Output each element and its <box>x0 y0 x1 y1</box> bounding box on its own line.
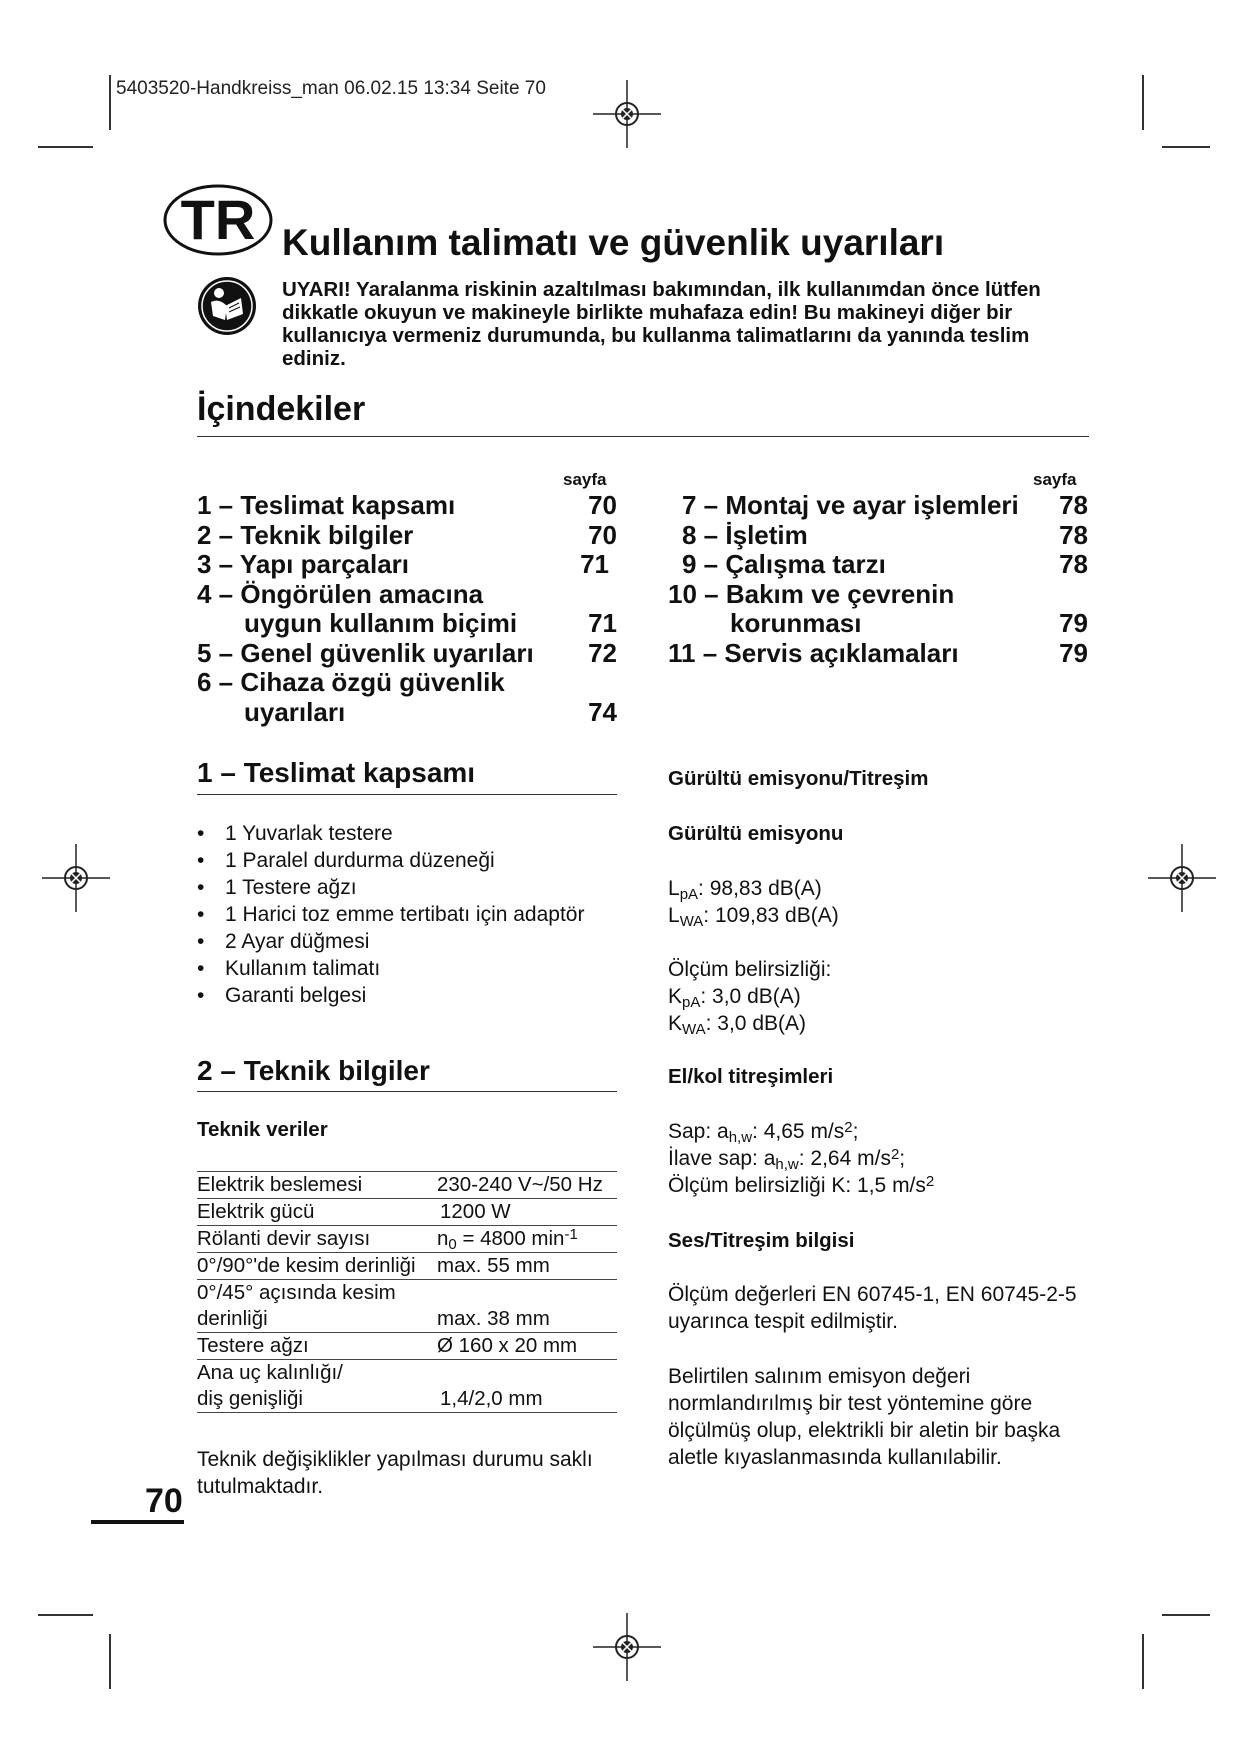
list-item: • 1 Testere ağzı <box>197 874 617 901</box>
language-badge <box>163 184 273 256</box>
toc-divider <box>197 436 1089 437</box>
info-paragraph: Ölçüm değerleri EN 60745-1, EN 60745-2-5 uyarınca tespit edilmiştir. <box>668 1283 1077 1333</box>
registration-mark-icon <box>1146 842 1218 914</box>
subsection-title: Gürültü emisyonu <box>668 822 844 845</box>
toc-entry-cont[interactable]: uyarıları 74 <box>244 696 617 727</box>
subsection-title: El/kol titreşimleri <box>668 1065 834 1088</box>
list-item: • 1 Paralel durdurma düzeneği <box>197 847 617 874</box>
toc-page-label: sayfa <box>1033 470 1077 489</box>
uncertainty-label: Ölçüm belirsizliği: <box>668 958 832 981</box>
toc-left <box>197 491 617 727</box>
crop-mark <box>109 1634 111 1689</box>
language-badge-text: TR <box>180 188 256 251</box>
list-item: • 1 Yuvarlak testere <box>197 820 617 847</box>
ilave-sap-value: İlave sap: $a_{h,w}$: 2,64 $m/s^2$; <box>668 1146 906 1173</box>
toc-entry[interactable]: 10 – Bakım ve çevrenin <box>668 578 955 609</box>
subsection-title: Gürültü emisyonu/Titreşim <box>668 767 929 790</box>
list-item: • 1 Harici toz emme tertibatı için adaptör <box>197 901 617 928</box>
list-item: • 2 Ayar düğmesi <box>197 928 617 955</box>
toc-entry[interactable]: 6 – Cihaza özgü güvenlik <box>197 667 505 697</box>
toc-entry[interactable]: 2 – Teknik bilgiler 70 <box>197 519 617 550</box>
kpa-value: $K_{pA}$: 3,0 dB(A) <box>668 985 801 1011</box>
warning-text: UYARI! Yaralanma riskinin azaltılması bakımından, ilk kullanımdan önce lütfen dikkatle okuyun ve makineyle birlikte muhafaza edin! Bu makineyi diğer bir kullanıcıya vermeniz durumunda, bu kullanma talimatlarını da yanında teslim ediniz. <box>282 278 1041 370</box>
info-paragraph: Belirtilen salınım emisyon değeri normlandırılmış bir test yöntemine göre ölçülmüş olup, elektrikli bir aletin bir başka aletle kıyaslanmasında kullanılabilir. <box>668 1365 1061 1469</box>
crop-mark <box>38 1614 93 1616</box>
tech-note: Teknik değişiklikler yapılması durumu saklı tutulmaktadır. <box>197 1448 593 1498</box>
print-header: 5403520-Handkreiss_man 06.02.15 13:34 Seite 70 <box>116 78 546 99</box>
registration-mark-icon <box>591 1611 663 1683</box>
section-title: 2 – Teknik bilgiler <box>197 1055 430 1086</box>
sap-value: Sap: $a_{h,w}$: 4,65 $m/s^2$; <box>668 1119 859 1146</box>
crop-mark <box>1142 1634 1144 1689</box>
lpa-value: $L_{pA}$: 98,83 dB(A) <box>668 877 822 903</box>
list-item: • Kullanım talimatı <box>197 955 617 982</box>
table-row: Rölanti devir sayısı $n_0 = 4800$ $\min^{-1}$ <box>197 1226 617 1253</box>
uncertainty-k-value: Ölçüm belirsizliği K: 1,5 $m/s^2$ <box>668 1173 935 1197</box>
section-divider <box>197 1091 617 1092</box>
toc-right <box>668 491 1088 668</box>
section-title: 1 – Teslimat kapsamı <box>197 757 476 788</box>
registration-mark-icon <box>591 78 663 150</box>
subsection-title: Ses/Titreşim bilgisi <box>668 1229 855 1252</box>
toc-entry-cont[interactable]: uygun kullanım biçimi 71 <box>244 608 617 638</box>
table-row: Elektrik beslemesi 230-240 V~/50 Hz <box>197 1172 617 1199</box>
list-item: • Garanti belgesi <box>197 982 617 1009</box>
subsection-title: Teknik veriler <box>197 1118 328 1141</box>
toc-entry[interactable]: 7 – Montaj ve ayar işlemleri 78 <box>682 490 1088 520</box>
toc-entry[interactable]: 5 – Genel güvenlik uyarıları 72 <box>197 637 617 668</box>
crop-mark <box>1162 146 1210 148</box>
table-row: Elektrik gücü 1200 W <box>197 1199 617 1226</box>
lwa-value: $L_{WA}$: 109,83 dB(A) <box>668 904 839 930</box>
toc-entry[interactable]: 4 – Öngörülen amacına <box>197 578 484 609</box>
table-row: 0°/90°'de kesim derinliği max. 55 mm <box>197 1253 617 1280</box>
crop-mark <box>1162 1614 1210 1616</box>
toc-title: İçindekiler <box>197 390 366 428</box>
page-number: 70 <box>145 1482 183 1520</box>
table-row: Ana uç kalınlığı/ diş genişliği 1,4/2,0 mm <box>197 1360 617 1413</box>
spec-table <box>197 1171 617 1413</box>
table-row: 0°/45° açısında kesim derinliği max. 38 mm <box>197 1280 617 1333</box>
table-row: Testere ağzı Ø 160 x 20 mm <box>197 1333 617 1360</box>
noise-values <box>668 875 1108 929</box>
read-manual-icon <box>197 276 257 336</box>
toc-entry-cont[interactable]: korunması 79 <box>730 608 1088 638</box>
toc-entry[interactable]: 1 – Teslimat kapsamı 70 <box>197 490 617 520</box>
toc-entry[interactable]: 9 – Çalışma tarzı 78 <box>682 549 1088 579</box>
page-title: Kullanım talimatı ve güvenlik uyarıları <box>282 222 945 263</box>
registration-mark-icon <box>40 842 112 914</box>
crop-mark <box>38 146 93 148</box>
toc-entry[interactable]: 8 – İşletim 78 <box>682 519 1088 550</box>
vibration-values <box>668 1118 1108 1199</box>
crop-mark <box>109 75 111 130</box>
uncertainty-values <box>668 956 1108 1037</box>
toc-entry[interactable]: 3 – Yapı parçaları 71 <box>197 549 609 579</box>
page-number-underline <box>91 1520 184 1524</box>
kwa-value: $K_{WA}$: 3,0 dB(A) <box>668 1012 807 1038</box>
crop-mark <box>1142 75 1144 130</box>
delivery-list <box>197 820 617 1009</box>
section-divider <box>197 794 617 795</box>
toc-entry[interactable]: 11 – Servis açıklamaları 79 <box>668 637 1088 668</box>
toc-page-label: sayfa <box>563 470 607 489</box>
